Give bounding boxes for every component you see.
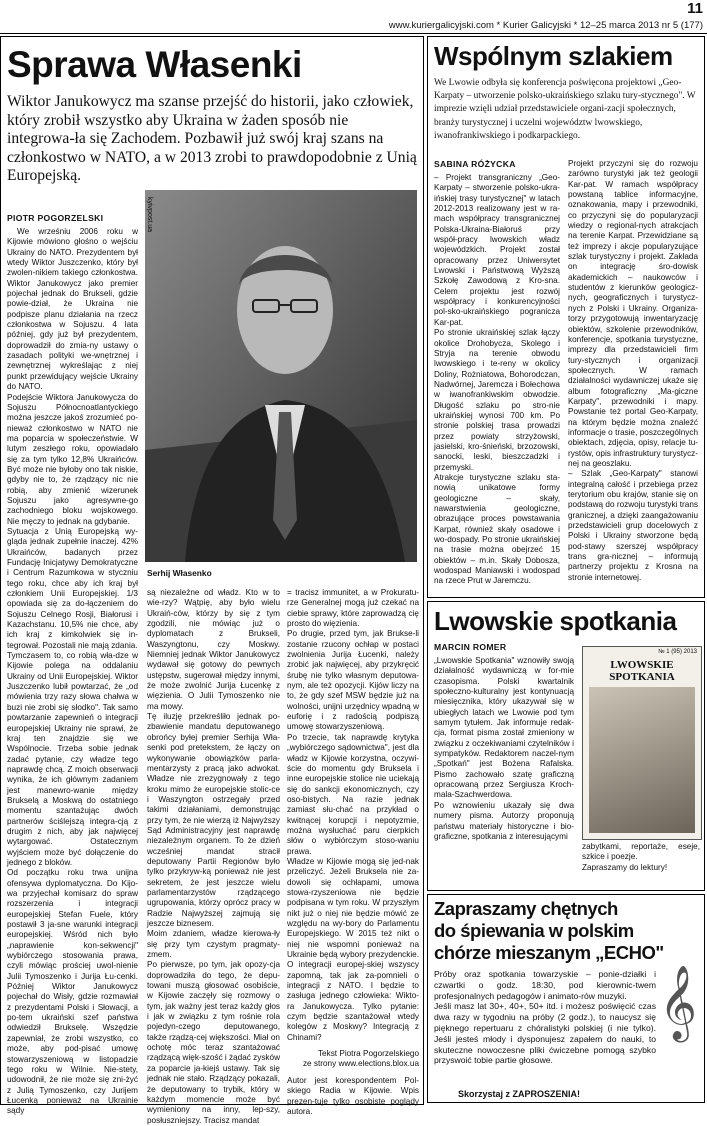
- photo-credit: kyivpost.ua: [146, 197, 153, 233]
- article-photo: [145, 190, 417, 562]
- article-source2: ze strony www.elections.blox.ua: [302, 1059, 419, 1069]
- box2-col1-text: „Lwowskie Spotkania" wznowiły swoją działalność wydawniczą w for-mie czasopisma. Polski kwartalnik społeczno-kulturalny jest kontynuacją miesięcznika, który ukazywał się w ubiegłych latach we Lwowie pod tym samym tytułem. Jak informuje redak-cja, format pisma został zmieniony w związku z oczekiwaniami czytelników i sympatyków. Redaktorem naczel-nym „Spotkań" jest Bożena Rafalska. Pismo zachowało szatę graficzną opracowaną przez Sergiusza Kroch-mala-Szachwerdowa. Po wznowieniu ukazały się dwa numery pisma. Autorzy proponują państwu materiały historyczne i bio-graficzne, spotkania z interesującymi: [434, 656, 574, 841]
- box1-col1-text: – Projekt transgraniczny „Geo-Karpaty – stworzenie polsko-ukra-ińskiej trasy turystycznej" w latach 2012-2013 realizowany jest w ra-mach współpracy transgranicznej Polska-Ukraina-Białoruś przy współ-pracy lwowskich władz wojewódzkich. Projekt został opracowany przez Uniwersytet Lwowski i Państwową Wyższą Szkołę Zawodową z Kro-sna. Celem projektu jest rozwój współpracy i konkurencyjności pol-sko-ukraińskiego pogranicza Kar-pat. Po stronie ukraińskiej szlak łączy okolice Drohobycza, Skolego i Stryja na terenie obwodu lwowskiego i te-reny w okolicy Doliny, Rożniatowa, Bohorodczan, Nadwórnej, Jaremcza i Bołechowa w iwanofrankiwskim obwodzie. Długość szlaku po stro-nie ukraińskiej wynosi 700 km. Po stronie polskiej trasa prowadzi przez powiaty strzyżowski, jasielski, kro-śnieński, brzozowski, sanocki, leski, bieszczadzki i przemyski. Atrakcje turystyczne szlaku sta-nowią unikatowe formy geologiczne – skały, nawarstwienia geologiczne, obrazujące proces powstawania Karpat, również skały osadowe i wo-dospady. Po stronie ukraińskiej na trasie można obejrzeć 15 obiektów – m.in. Skały Dobosza, wodospad Maniawski i wodospad na rzece Prut w Jaremczu.: [434, 173, 560, 586]
- page-number: 11: [687, 0, 703, 17]
- article-col3-text: = tracisz immunitet, a w Prokuratu-rze Generalnej mogą już czekać na ciebie sprawy, które zaprowadzą cię prosto do więzienia. Po drugie, przed tym, jak Brukse-li zostanie rzucony ochłap w postaci zwolnienia Jurija Łucenki, należy zrobić jak najwięcej, aby przykręcić śrubę nie tylko własnym deputowa-nym, ale też opozycji. Kijów liczy na to, że gdy szef MSW będzie już na wolności, unijni urzędnicy wpadną w euforię i z radością podpiszą umowę stowarzyszeniową. Po trzecie, tak naprawdę krytyka „wybiórczego sądownictwa", jest dla władz w Kijowie korzystna, oczywi-ście do momentu gdy Bruksela i inne europejskie stolice nie uciekają się do sankcji ekonomicznych, czy oso-bistych. Na razie jednak zamiast słu-chać na przykład o kwitnącej korupcji i nepotyzmie, można wysłuchać paru cierpkich słów o wybiórczym stoso-waniu prawa. Władze w Kijowie mogą się jed-nak przeliczyć. Jeżeli Bruksela nie za-dowoli się ochłapami, umowa stowa-rzyszeniowa nie będzie podpisana w tym roku. W przyszłym nikt już o niej nie będzie mówić ze względu na wy-bory do Parlamentu Europejskiego. W 2015 też nikt o niej nie wspomni ponieważ na Ukrainie będą wybory prezydenckie. O integracji europej-skiej wszyscy zapomną, tak jak za-pomnieli o integracji z NATO. I będzie to zasługa jednego człowieka: Wikto-ra Janukowycza. Tylko pytanie: czym będzie szantażował wtedy kolegów z Moskwy? Integracją z Chinami?: [287, 588, 419, 1042]
- article-footnote: Autor jest korespondentem Pol-skiego Radia w Kijowie. Wpis prezen-tuje tylko osobiste poglądy autora.: [287, 1075, 419, 1116]
- article-lwowskie-spotkania: [427, 601, 705, 891]
- portrait-graphic: [145, 190, 417, 562]
- box2-author: MARCIN ROMER: [434, 642, 507, 652]
- box3-title-line2: do śpiewania w polskim: [434, 920, 634, 941]
- header-masthead-line: www.kuriergalicyjski.com * Kurier Galicyjski * 12–25 marca 2013 nr 5 (177): [388, 20, 703, 31]
- article-lead: Wiktor Janukowycz ma szanse przejść do historii, jako człowiek, który zrobił wszystko aby Ukraina w żaden sposób nie integrowa-ła się Zachodem. Pozbawił już swój kraj szans na członkostwo w NATO, a w 2013 zrobi to prawdopodobnie z Unią Europejską.: [7, 93, 417, 185]
- article-source1: Tekst Piotra Pogorzelskiego: [317, 1049, 419, 1059]
- page-header: [0, 0, 707, 34]
- box2-col2-text: zabytkami, reportaże, eseje, szkice i poezje. Zapraszamy do lektury!: [582, 842, 700, 872]
- article-col1-text: We wrześniu 2006 roku w Kijowie mówiono głośno o wejściu Ukrainy do NATO. Prezydentem był wtedy Wiktor Juszczenko, który był zwolen-nikiem takiego członkostwa. Wiktor Janukowycz jako premier pojechał jednak do Brukseli, gdzie powie-dział, że Ukraina nie podpisze planu działania na rzecz członkostwa w Sojuszu. 4 lata później, gdy już był prezydentem, doprowadził do zmia-ny ustawy o zasadach polityki we-wnętrznej i zewnętrznej wykreślając z niej punkt przewidujący wejście Ukrainy do NATO. Podejście Wiktora Janukowycza do Sojuszu Północnoatlantyckiego można jeszcze jakoś zrozumieć po-nieważ członkostwo w NATO nie ma poparcia w społeczeństwie. W lutym zeszłego roku, opowiadało się za tym tylko 12,8% Ukraińców. Być może nie byłoby ono tak niskie, gdyby nie to, że rządzący nic nie robią, aby zmienić wizerunek Sojuszu jako agresywne-go zachodniego bloku wojskowego. Nie męczy to jednak na gdybanie. Sytuacja z Unią Europejską wy-gląda jednak zupełnie inaczej. 42% Ukraińców, badanych przez Fundację Inicjatywy Demokratyczne i Centrum Razumkowa w styczniu tego roku, chce aby ich kraj był członkiem Unii Europejskiej. 1/3 opowiada się za do-łączeniem do Sojuszu Celnego Rosji, Białorusi i Kazachstanu. 10,5% nie chce, aby ich kraj z kimkolwiek się in-tegrował. Pozostali nie mają zdania. Tymczasem to, co robią wła-dze w Kijowie polega na oddalaniu Ukrainy od Unii Europejskiej. Wiktor Juszczenko lubił powtarzać, że „od mówienia trzy razy słowa chałwa w buzi nie zrobi się słodko". Tak samo powtarzanie zapewnień o integracji europejskiej Ukrainy nie sprawi, że kraj ten znajdzie się we Wspólnocie. Trzeba sobie jednak zadać pytanie, czy władze tego naprawdę chcą. Z moich obserwacji wynika, że ich głównym zadaniem jest manewro-wanie między Brukselą a Moskwą do ostatniego momentu szantażując dwóch partnerów ściślejszą integra-cją z drugim z nich, aby jak najwięcej wytargować. Ostatecznym wyjściem może być dołączenie do jednego z bloków. Od początku roku trwa unijna ofensywa dyplomatyczna. Do Kijo-wa przyjechał komisarz do spraw rozszerzenia i integracji europejskiej Stefan Fuele, który postawił 3 ja-sne warunki integracji europejskiej. Wśród nich było „naprawienie kon-sekwencji" wybiórczego stosowania prawa, czyli mówiąc prościej uwol-nienie Julii Tymoszenko i Jurija Łu-cenki. Później Wiktor Janukowycz pojechał do Wisły, gdzie rozmawiał z prezydentami Polski i Słowacji, a po-tem ukraiński szef państwa odwiedził Brukselę. Wszędzie zapewniał, że zrobi wszystko, co może, aby pod-pisać umowę stowarzyszeniową w listopadzie tego roku w Wilnie. Nie-stety, udowodnił, że nie może się zni-żyć z Julią Tymoszenko, czy Jurijem Łucenką ponieważ na Ukrainie sądy: [7, 227, 138, 1116]
- box3-title-line3: chórze mieszanym „ECHO": [434, 942, 664, 963]
- article-wspolnym-szlakiem: [427, 36, 705, 598]
- box1-title: Wspólnym szlakiem: [434, 41, 673, 71]
- main-article: [0, 36, 424, 1125]
- article-col1: [7, 227, 138, 1116]
- box3-closing: Skorzystaj z ZAPROSZENIA!: [458, 1089, 581, 1099]
- photo-caption: Serhij Własenko: [147, 568, 212, 578]
- box2-col1: [434, 656, 574, 888]
- box1-lead: We Lwowie odbyła się konferencja poświęcona projektowi „Geo-Karpaty – utworzenie polsko-ukraińskiego szlaku tury-stycznego". W imprezie wzięli udział przedstawiciele organi-zacji społecznych, branży turystycznej i uczelni województw lwowskiego, iwanofrankiwskiego i podkarpackiego.: [434, 78, 696, 141]
- choir-announcement: [427, 894, 705, 1103]
- magazine-cover: [582, 646, 702, 840]
- box3-title-line1: Zapraszamy chętnych: [434, 898, 618, 919]
- box1-col2: [568, 159, 698, 593]
- box1-author: SABINA RÓŻYCKA: [434, 159, 516, 169]
- box1-col1: [434, 173, 560, 593]
- box2-col2: [582, 842, 700, 888]
- cover-image: [589, 687, 695, 833]
- article-title: Sprawa Własenki: [7, 44, 302, 85]
- header-divider: [0, 33, 707, 34]
- article-author: PIOTR POGORZELSKI: [7, 213, 104, 223]
- box3-body: Próby oraz spotkania towarzyskie – ponie-działki i czwartki o godz. 18:30, pod kierownic-twem profesjonalnych pedagogów i animato-rów muzyki. Jeśli masz lat 30+, 40+, 50+ itd. i możesz poświęcić czas dwa razy w tygodniu na próby (2 godz.), to naucysz się pięknego repertuaru z chóralistyki polskiej (i nie tylko). Jeśli jesteś młody i dysponujesz zapałem do nauki, to skuteczne nowoczesne pliki ćwiczebne pomogą szybko przyswoić tobie partie głosowe.: [434, 969, 656, 1066]
- article-col2-text: są niezależne od władz. Kto w to wie-rzy? Wątpię, aby było wielu Ukraiń-ców, którzy by się z tym zgodzili, nie mówiąc już o dyplomatach z Brukseli, Waszyngtonu, czy Moskwy. Niemniej jednak Wiktor Janukowycz wydawał się gotowy do pewnych ustępstw, sugerował między innymi, że może zwolnić Jurija Łucenkę z więzienia. O Julii Tymoszenko nie ma mowy. Tę iluzję przekreśliło jednak po-zbawienie mandatu deputowanego obrońcy byłej premier Serhija Wła-senki pod pretekstem, że łączy on wykonywanie obowiązków parla-mentarzysty z pracą jako adwokat. Władze nie zrezygnowały z tego kroku mimo że europejskie stolic-ce i Waszyngton ostrzegały przed takimi działaniami, demonstrując przy tym, że nie wierzą iż Najwyższy Sąd Administracyjny jest naprawdę niezależnym organem. To że dzień wcześniej mandat stracił deputowany Partii Regionów było tylko przykryw-ką ponieważ nie jest sekretem, że jest jeszcze wielu parlamentarzystów rządzącego ugrupowania, którzy oprócz pracy w Radzie Najwyższej zajmują się jeszcze biznesem. Moim zdaniem, władze kierowa-ły się przy tym czystym pragmaty-zmem. Po pierwsze, po tym, jak opozy-cja doprowadziła do tego, że depu-towani muszą głosować osobiście, w Kijowie zaczęły się rozmowy o tym, jak ważny jest teraz każdy głos i jak w związku z tym rośnie rola pojedyn-czego deputowanego, także rządzą-cej większości. Miał on ochotę móc teraz szantażować rządzącą więk-szość i żądać zysków za poparcie ja-kiejś ustawy. Tak się jednak nie stało. Rządzący pokazali, że deputowany to trybik, który w każdym momencie może być wymieniony na inny, lep-szy, posłuszniejszy. Tracisz mandat: [147, 588, 280, 1125]
- cover-issue: № 1 (95) 2013: [658, 649, 697, 655]
- article-col2: [147, 588, 280, 1125]
- box2-title: Lwowskie spotkania: [434, 606, 677, 636]
- article-col3: [287, 588, 419, 1116]
- treble-clef-icon: 𝄞: [659, 966, 697, 1040]
- cover-title: LWOWSKIE SPOTKANIA: [609, 659, 675, 683]
- box1-col2-text: Projekt przyczyni się do rozwoju zarówno turystyki jak też geologii Kar-pat. W ramach współpracy powstaną tablice informacyjne, oznakowania, mapy i przewodniki, co przyczyni się do popularyzacji wiedzy o regional-nych atrakcjach na terenie Karpat. Przewidziane są też imprezy i akcje popularyzujące szlak turystyczny i projekt. Zakłada on integrację śro-dowisk akademickich – naukowców i studentów z kierunków geologicz-nych, geograficznych i turystycz-nych z Polski i Ukrainy. Organiza-torzy przygotowują inwentaryzację obiektów, szkolenie przewodników, konferencje, spotkania turystyczne, imprezy dla przedstawicieli firm tury-stycznych i organizacji społecznych. W ramach działalności wydawniczej ukaże się album fotograficzny „Ma-giczne Karpaty", przewodniki i mapy. Powstanie też portal Geo-Karpaty, na którym będzie można znaleźć informacje o trasie, poszczególnych obiektach, zdjęcia, opisy, relacje tu-rystów, opis infrastruktury turystycz-nej na geoszlaku. – Szlak „Geo-Karpaty" stanowi integralną całość i przebiega przez terytorium obu krajów, stanie się on podstawą do rozwoju turystyki trans granicznej, a dzięki zaangażowaniu przedstawicieli grup docelowych z Polski i Ukrainy stworzone będą pod-stawy szerszej współpracy trans gra-nicznej – informują partnerzy projektu z Krosna na stronie internetowej.: [568, 159, 698, 582]
- box3-title: [434, 898, 664, 964]
